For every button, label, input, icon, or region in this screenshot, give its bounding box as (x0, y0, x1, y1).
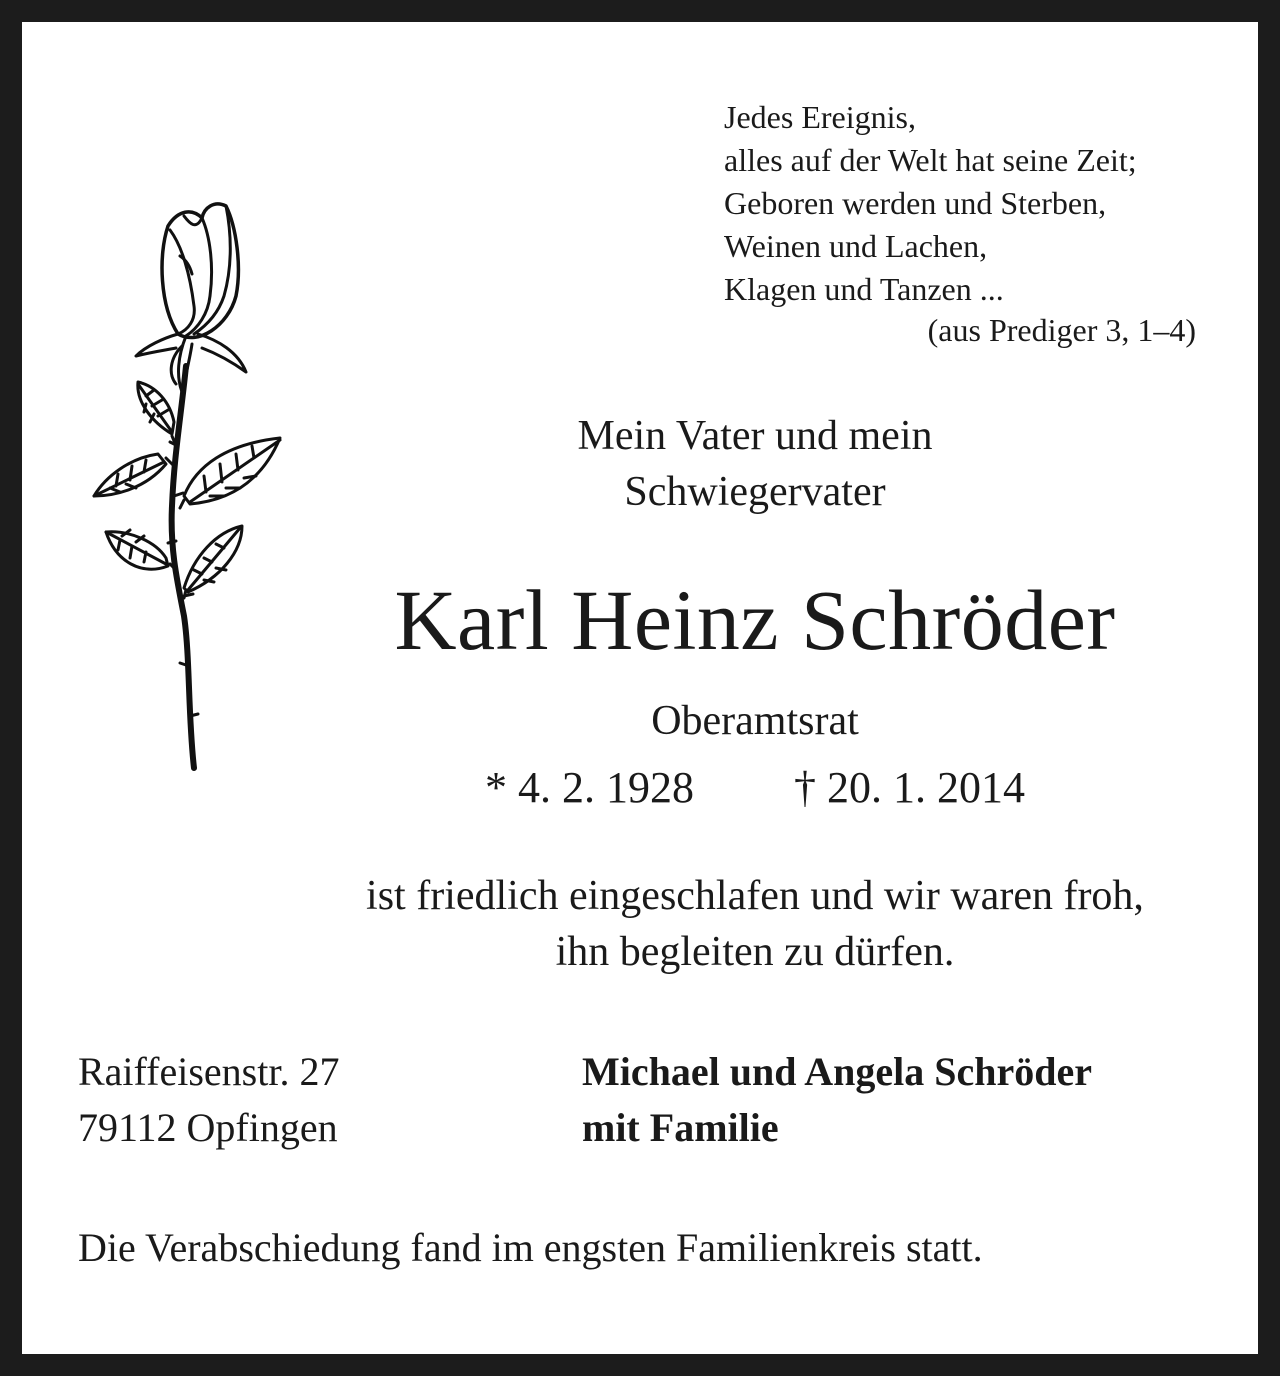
family-line: mit Familie (582, 1105, 779, 1150)
message-line: ihn begleiten zu dürfen. (555, 929, 955, 975)
address-block (78, 1044, 339, 1156)
quote-line: Jedes Ereignis, (724, 99, 916, 135)
address-city: 79112 Opfingen (78, 1105, 338, 1150)
death-date: † 20. 1. 2014 (794, 763, 1025, 812)
quote-source: (aus Prediger 3, 1–4) (927, 312, 1196, 348)
quote-line: Geboren werden und Sterben, (724, 185, 1107, 221)
address-street: Raiffeisenstr. 27 (78, 1049, 340, 1094)
intro-line: Mein Vater und mein (577, 413, 933, 459)
scripture-quote (724, 96, 1137, 311)
family-line: Michael und Angela Schröder (582, 1049, 1093, 1094)
intro-line: Schwiegervater (624, 469, 886, 515)
message-line: ist friedlich eingeschlafen und wir waren froh, (366, 873, 1144, 919)
rose-icon (86, 196, 286, 776)
quote-line: Weinen und Lachen, (724, 228, 988, 264)
deceased-name: Karl Heinz Schröder (394, 572, 1116, 668)
quote-line: Klagen und Tanzen ... (724, 271, 1004, 307)
intro-text (310, 408, 1200, 520)
life-dates (310, 760, 1200, 816)
quote-line: alles auf der Welt hat seine Zeit; (724, 142, 1137, 178)
closing-note: Die Verabschiedung fand im engsten Familienkreis statt. (78, 1225, 983, 1270)
birth-date: * 4. 2. 1928 (485, 763, 694, 812)
deceased-title: Oberamtsrat (651, 698, 859, 744)
family-signature (582, 1044, 1092, 1156)
obituary-message (310, 868, 1200, 980)
